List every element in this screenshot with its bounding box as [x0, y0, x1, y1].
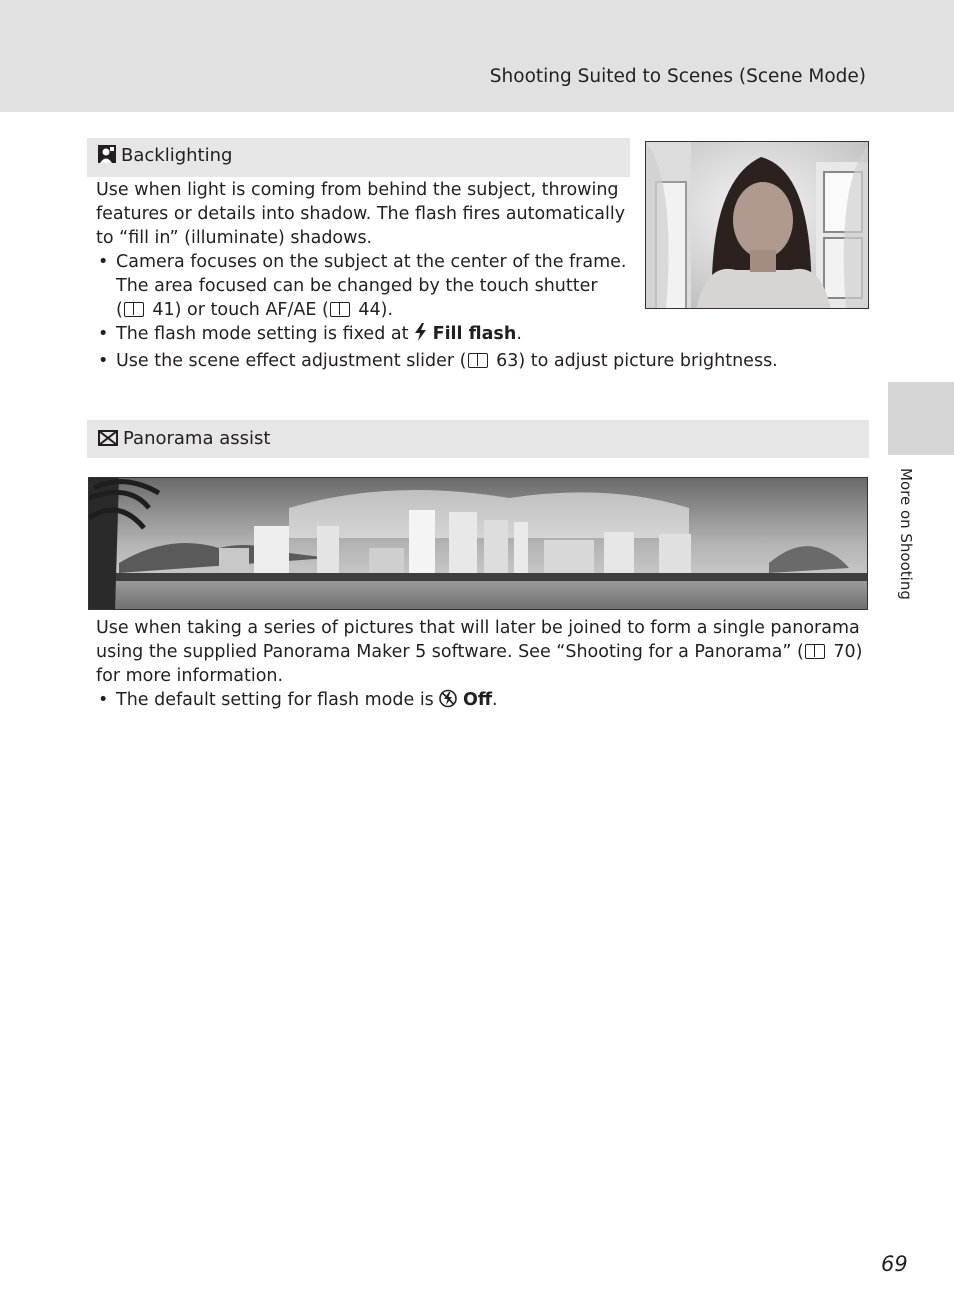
panorama-title: Panorama assist: [123, 428, 271, 449]
page-header: [0, 0, 954, 112]
list-item: • The flash mode setting is fixed at Fill flash.: [96, 322, 866, 348]
backlighting-title: Backlighting: [121, 145, 233, 166]
panorama-bullets: [96, 688, 866, 715]
fill-flash-icon: [414, 323, 427, 348]
list-item: • Camera focuses on the subject at the center of the frame. The area focused can be changed by the touch shutter ( 41) or touch AF/AE ( 44).: [96, 250, 866, 322]
header-title: Shooting Suited to Scenes (Scene Mode): [489, 66, 866, 87]
book-reference-icon: [805, 644, 825, 659]
panorama-assist-icon: [97, 423, 119, 461]
panorama-sample-photo: [88, 477, 868, 610]
backlighting-heading: [87, 138, 630, 177]
book-reference-icon: [330, 302, 350, 317]
list-item: • The default setting for flash mode is Off.: [96, 688, 866, 715]
page-number: 69: [881, 1252, 908, 1276]
backlighting-scene-icon: [97, 141, 117, 177]
backlighting-intro: Use when light is coming from behind the subject, throwing features or details into shadow. The flash fires automatically to “fill in” (illuminate) shadows.: [96, 180, 626, 248]
panorama-heading: [87, 420, 869, 458]
panorama-intro: Use when taking a series of pictures that will later be joined to form a single panorama using the supplied Panorama Maker 5 software. See “Shooting for a Panorama” ( 70) for more information.: [96, 618, 863, 686]
side-tab: [888, 382, 954, 455]
flash-off-icon: [439, 689, 457, 715]
side-tab-label: More on Shooting: [897, 468, 915, 600]
book-reference-icon: [124, 302, 144, 317]
book-reference-icon: [468, 353, 488, 368]
list-item: • Use the scene effect adjustment slider ( 63) to adjust picture brightness.: [96, 349, 866, 373]
backlighting-bullets: [96, 250, 866, 373]
